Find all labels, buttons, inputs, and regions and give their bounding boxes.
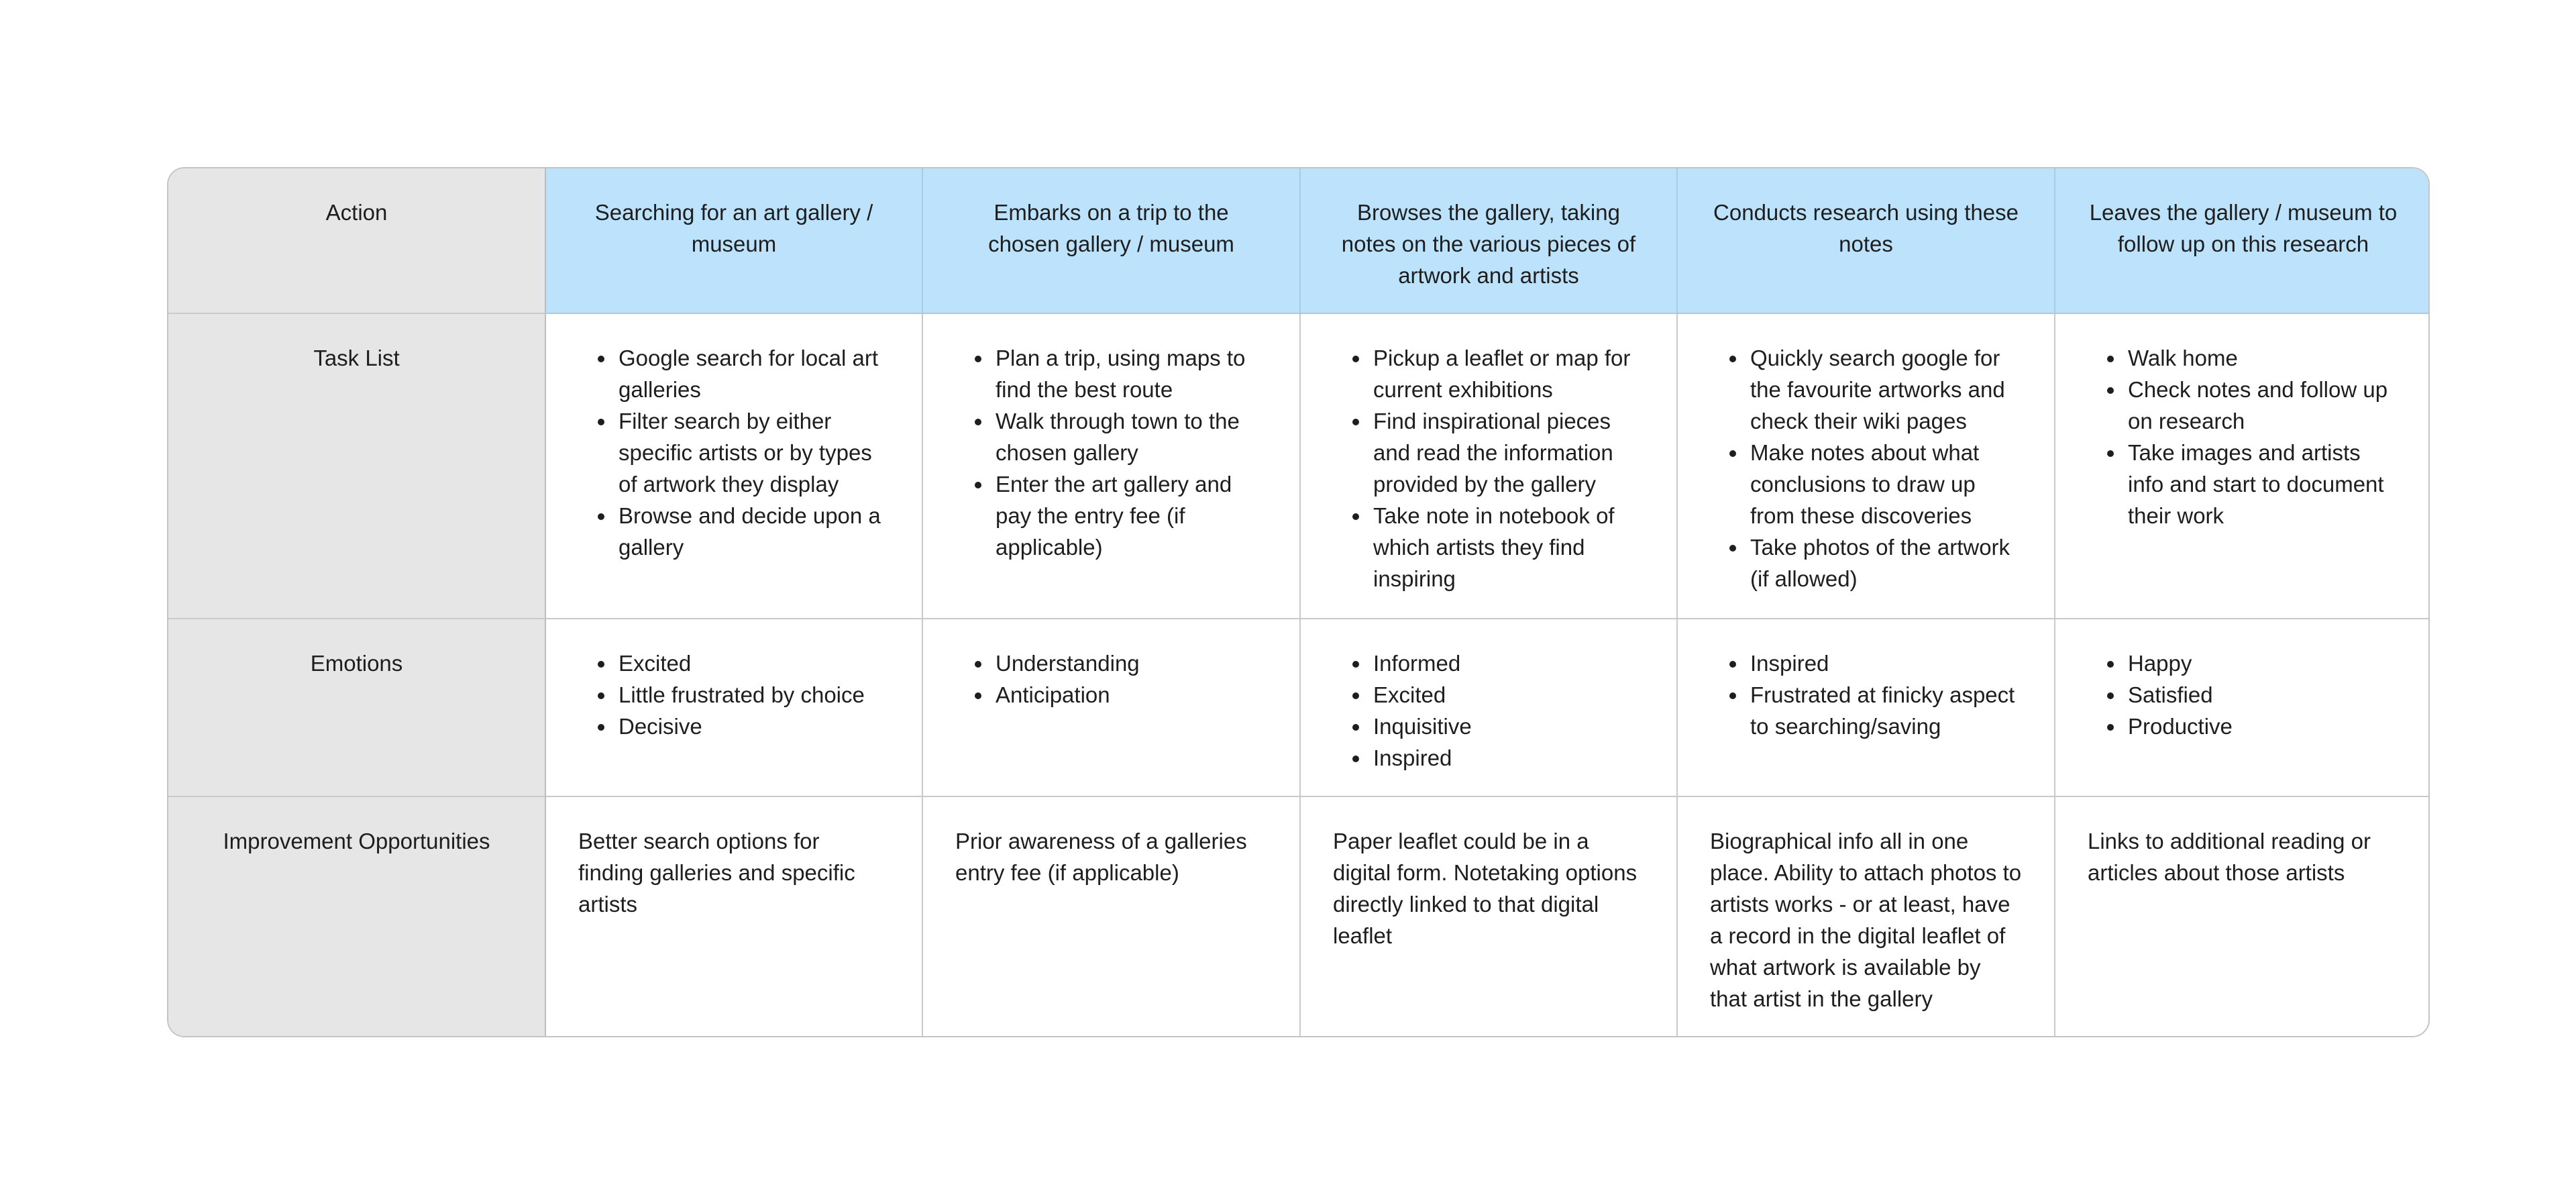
list-item: • Make notes about what conclusions to draw up from these discoveries <box>1748 437 2022 531</box>
row-label-text: Task List <box>313 346 400 370</box>
task-list-cell-4 <box>1678 314 2055 619</box>
row-label-text: Improvement Opportunities <box>223 829 490 853</box>
task-list <box>955 342 1267 563</box>
list-item: • Pickup a leaflet or map for current exhibitions <box>1371 342 1644 405</box>
list-item: • Enter the art gallery and pay the entry fee (if applicable) <box>993 468 1267 563</box>
improvement-text: Prior awareness of a galleries entry fee (if applicable) <box>955 829 1247 885</box>
row-label-emotions <box>168 619 546 797</box>
improvement-cell-2 <box>923 797 1301 1037</box>
list-item: • Check notes and follow up on research <box>2125 374 2399 437</box>
emotions-list <box>1710 647 2022 742</box>
task-list <box>578 342 890 563</box>
list-item: • Quickly search google for the favourite artworks and check their wiki pages <box>1748 342 2022 437</box>
task-list-cell-3 <box>1301 314 1678 619</box>
list-item: • Filter search by either specific artists or by types of artwork they display <box>616 405 890 500</box>
list-item: • Inspired <box>1748 647 2022 679</box>
improvement-text: Better search options for finding galleries and specific artists <box>578 829 855 917</box>
list-item: • Inspired <box>1371 742 1644 774</box>
list-item: • Browse and decide upon a gallery <box>616 500 890 563</box>
list-item: • Walk through town to the chosen gallery <box>993 405 1267 468</box>
improvement-cell-1 <box>546 797 923 1037</box>
list-item: • Google search for local art galleries <box>616 342 890 405</box>
action-text: Conducts research using these notes <box>1713 200 2019 256</box>
list-item: • Find inspirational pieces and read the information provided by the gallery <box>1371 405 1644 500</box>
row-label-improvement-opportunities <box>168 797 546 1037</box>
task-list <box>1333 342 1644 594</box>
improvement-cell-3 <box>1301 797 1678 1037</box>
list-item: • Informed <box>1371 647 1644 679</box>
list-item: • Little frustrated by choice <box>616 679 890 711</box>
task-list-cell-1 <box>546 314 923 619</box>
row-label-text: Action <box>325 200 388 225</box>
emotions-list <box>2088 647 2399 742</box>
list-item: • Excited <box>1371 679 1644 711</box>
action-text: Browses the gallery, taking notes on the various pieces of artwork and artists <box>1341 200 1636 288</box>
list-item: • Take photos of the artwork (if allowed) <box>1748 531 2022 594</box>
list-item: • Walk home <box>2125 342 2399 374</box>
action-text: Leaves the gallery / museum to follow up on this research <box>2089 200 2398 256</box>
improvement-text: Biographical info all in one place. Ability to attach photos to artists works - or at least, have a record in the digital leaflet of what artwork is available by that artist in the gallery <box>1710 829 2022 1011</box>
emotions-cell-5 <box>2055 619 2430 797</box>
emotions-cell-2 <box>923 619 1301 797</box>
list-item: • Decisive <box>616 711 890 742</box>
row-label-task-list <box>168 314 546 619</box>
list-item: • Frustrated at finicky aspect to searching/saving <box>1748 679 2022 742</box>
action-cell-3 <box>1301 168 1678 314</box>
action-text: Searching for an art gallery / museum <box>594 200 873 256</box>
row-label-action <box>168 168 546 314</box>
list-item: • Inquisitive <box>1371 711 1644 742</box>
user-journey-table <box>167 167 2430 1037</box>
improvement-cell-5 <box>2055 797 2430 1037</box>
list-item: • Understanding <box>993 647 1267 679</box>
emotions-list <box>578 647 890 742</box>
list-item: • Happy <box>2125 647 2399 679</box>
action-cell-5 <box>2055 168 2430 314</box>
list-item: • Plan a trip, using maps to find the best route <box>993 342 1267 405</box>
improvement-text: Links to additional reading or articles about those artists <box>2088 829 2371 885</box>
list-item: • Satisfied <box>2125 679 2399 711</box>
emotions-cell-3 <box>1301 619 1678 797</box>
action-cell-2 <box>923 168 1301 314</box>
action-cell-1 <box>546 168 923 314</box>
improvement-text: Paper leaflet could be in a digital form. Notetaking options directly linked to that digital leaflet <box>1333 829 1638 948</box>
task-list <box>1710 342 2022 594</box>
action-cell-4 <box>1678 168 2055 314</box>
list-item: • Take images and artists info and start to document their work <box>2125 437 2399 531</box>
emotions-cell-4 <box>1678 619 2055 797</box>
list-item: • Take note in notebook of which artists they find inspiring <box>1371 500 1644 594</box>
emotions-list <box>1333 647 1644 774</box>
row-label-text: Emotions <box>310 651 403 676</box>
task-list-cell-2 <box>923 314 1301 619</box>
emotions-list <box>955 647 1267 711</box>
emotions-cell-1 <box>546 619 923 797</box>
task-list-cell-5 <box>2055 314 2430 619</box>
task-list <box>2088 342 2399 531</box>
action-text: Embarks on a trip to the chosen gallery / museum <box>988 200 1234 256</box>
improvement-cell-4 <box>1678 797 2055 1037</box>
list-item: • Anticipation <box>993 679 1267 711</box>
list-item: • Excited <box>616 647 890 679</box>
list-item: • Productive <box>2125 711 2399 742</box>
